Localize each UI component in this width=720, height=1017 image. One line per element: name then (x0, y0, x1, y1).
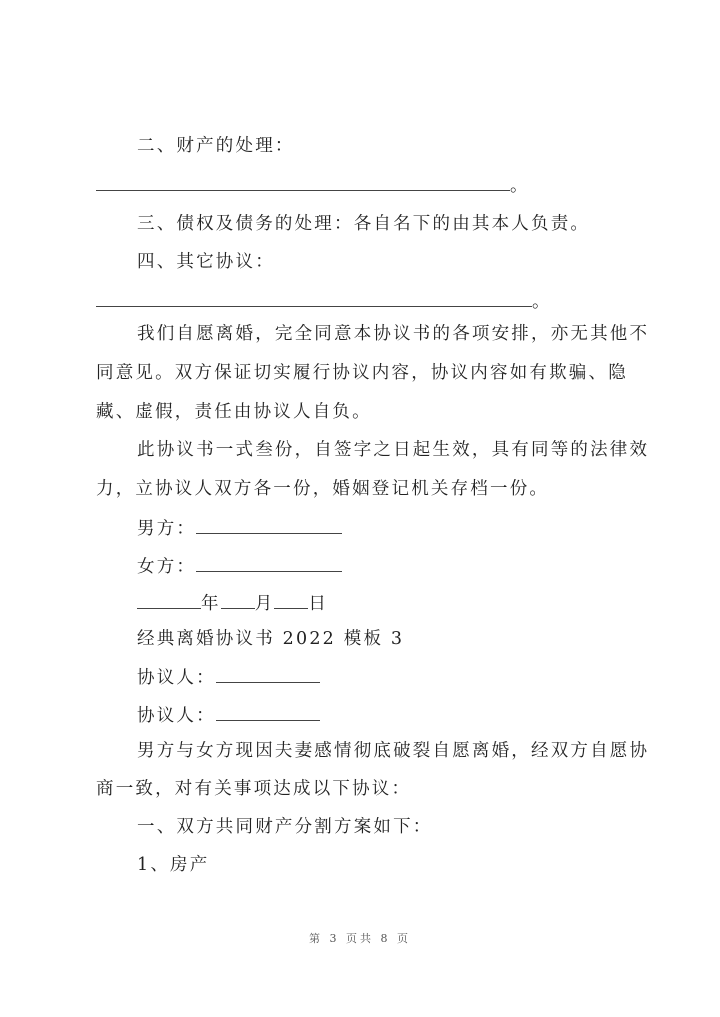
page-footer: 第 3 页共 8 页 (309, 932, 411, 945)
month-label: 月 (254, 594, 275, 614)
period: 。 (532, 292, 552, 312)
party-1-line (137, 664, 320, 690)
party-2-line (137, 702, 320, 728)
party-2-blank (216, 702, 320, 721)
section-2-heading: 二、财产的处理： (137, 136, 295, 156)
day-blank (274, 590, 308, 609)
month-blank (221, 590, 255, 609)
fill-line-property (96, 172, 530, 198)
blank-line (96, 288, 532, 307)
party-1-blank (216, 664, 320, 683)
paragraph-2-line-2: 力，立协议人双方各一份，婚姻登记机关存档一份。 (96, 479, 550, 499)
female-signature-blank (196, 553, 342, 572)
period: 。 (510, 176, 530, 196)
blank-line (96, 172, 510, 191)
section-4-heading: 四、其它协议： (137, 252, 275, 272)
male-signature-line (137, 515, 342, 541)
male-label: 男方： (137, 519, 197, 539)
section-3-text: 三、债权及债务的处理：各自名下的由其本人负责。 (137, 214, 591, 234)
paragraph-3-line-1: 男方与女方现因夫妻感情彻底破裂自愿离婚，经双方自愿协 (137, 741, 650, 761)
fill-line-other (96, 288, 552, 314)
paragraph-2-line-1: 此协议书一式叁份，自签字之日起生效，具有同等的法律效 (137, 440, 650, 460)
paragraph-3-line-2: 商一致，对有关事项达成以下协议： (96, 779, 412, 799)
template-title: 经典离婚协议书 2022 模板 3 (137, 629, 405, 649)
year-blank (137, 590, 201, 609)
paragraph-1-line-1: 我们自愿离婚，完全同意本协议书的各项安排，亦无其他不 (137, 324, 650, 344)
female-label: 女方： (137, 557, 197, 577)
party-2-label: 协议人： (137, 706, 216, 726)
party-1-label: 协议人： (137, 668, 216, 688)
paragraph-1-line-3: 藏、虚假，责任由协议人自负。 (96, 402, 372, 422)
female-signature-line (137, 553, 342, 579)
section-1-heading: 一、双方共同财产分割方案如下： (137, 817, 433, 837)
paragraph-1-line-2: 同意见。双方保证切实履行协议内容，协议内容如有欺骗、隐 (96, 363, 628, 383)
male-signature-blank (196, 515, 342, 534)
item-1-house: 1、房产 (137, 855, 210, 875)
year-label: 年 (201, 594, 221, 614)
date-line (137, 590, 328, 616)
day-label: 日 (308, 594, 329, 614)
